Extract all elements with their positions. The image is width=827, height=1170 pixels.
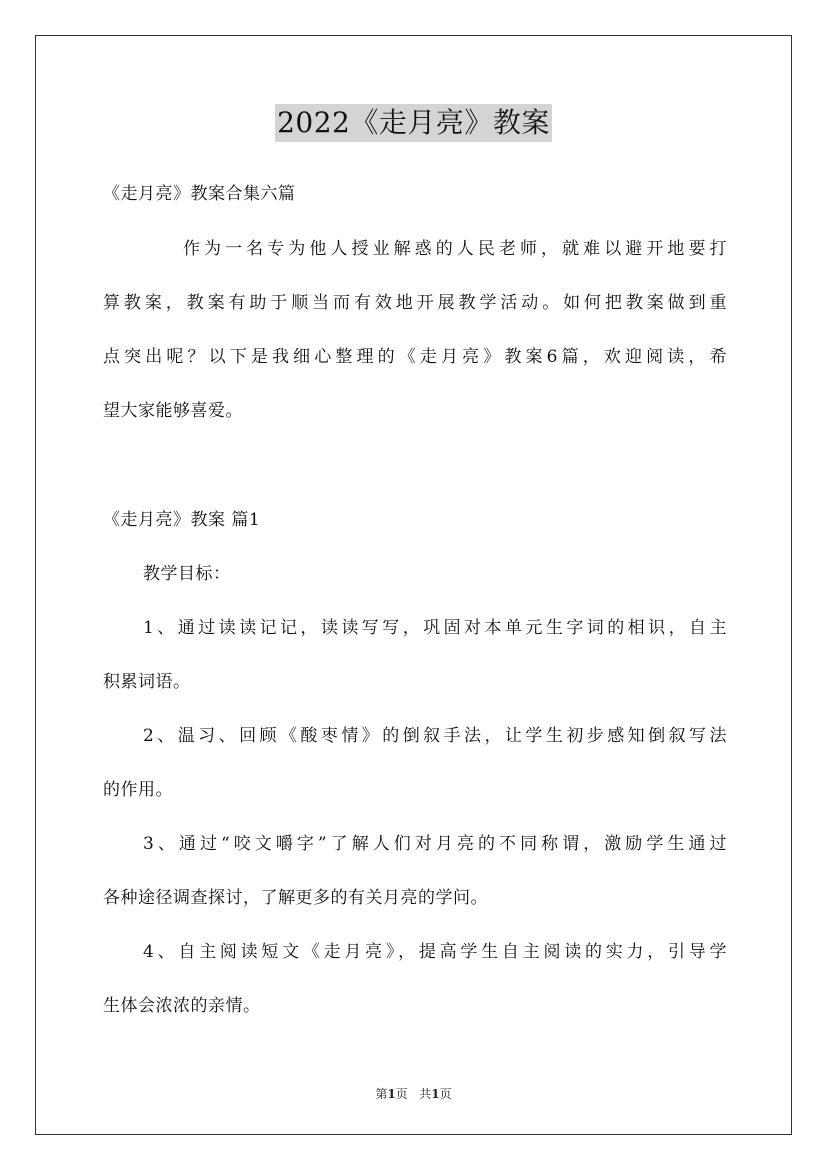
goals-label: 教学目标： xyxy=(143,564,231,584)
goal-3-line-1: 3、通过“咬文嚼字”了解人们对月亮的不同称谓，激励学生通过 xyxy=(143,834,727,854)
footer-total-prefix: 共 xyxy=(419,1087,432,1101)
page-footer xyxy=(0,1085,827,1102)
goal-3-line-2: 各种途径调查探讨，了解更多的有关月亮的学问。 xyxy=(103,888,488,908)
goal-1-line-1: 1、通过读读记记，读读写写，巩固对本单元生字词的相识，自主 xyxy=(143,618,727,638)
footer-page-prefix: 第 xyxy=(375,1087,388,1101)
document-title: 2022《走月亮》教案 xyxy=(275,104,552,142)
footer-page-suffix: 页 xyxy=(395,1087,408,1101)
goal-2-line-1: 2、温习、回顾《酸枣情》的倒叙手法，让学生初步感知倒叙写法 xyxy=(143,726,727,746)
intro-line-4: 望大家能够喜爱。 xyxy=(103,401,243,421)
goal-4-line-1: 4、自主阅读短文《走月亮》，提高学生自主阅读的实力，引导学 xyxy=(143,942,727,962)
intro-line-3: 点突出呢？以下是我细心整理的《走月亮》教案6篇，欢迎阅读，希 xyxy=(103,347,727,367)
intro-line-2: 算教案，教案有助于顺当而有效地开展教学活动。如何把教案做到重 xyxy=(103,293,727,313)
goal-4-line-2: 生体会浓浓的亲情。 xyxy=(103,996,261,1016)
section-heading: 《走月亮》教案 篇1 xyxy=(103,510,261,530)
footer-total-pages: 1 xyxy=(431,1087,440,1101)
document-subtitle: 《走月亮》教案合集六篇 xyxy=(103,184,296,204)
goal-2-line-2: 的作用。 xyxy=(103,780,173,800)
goal-1-line-2: 积累词语。 xyxy=(103,672,191,692)
title-container xyxy=(0,104,827,142)
footer-total-suffix: 页 xyxy=(439,1087,452,1101)
intro-line-1: 作为一名专为他人授业解惑的人民老师，就难以避开地要打 xyxy=(183,239,727,259)
footer-page-number: 1 xyxy=(387,1087,396,1101)
